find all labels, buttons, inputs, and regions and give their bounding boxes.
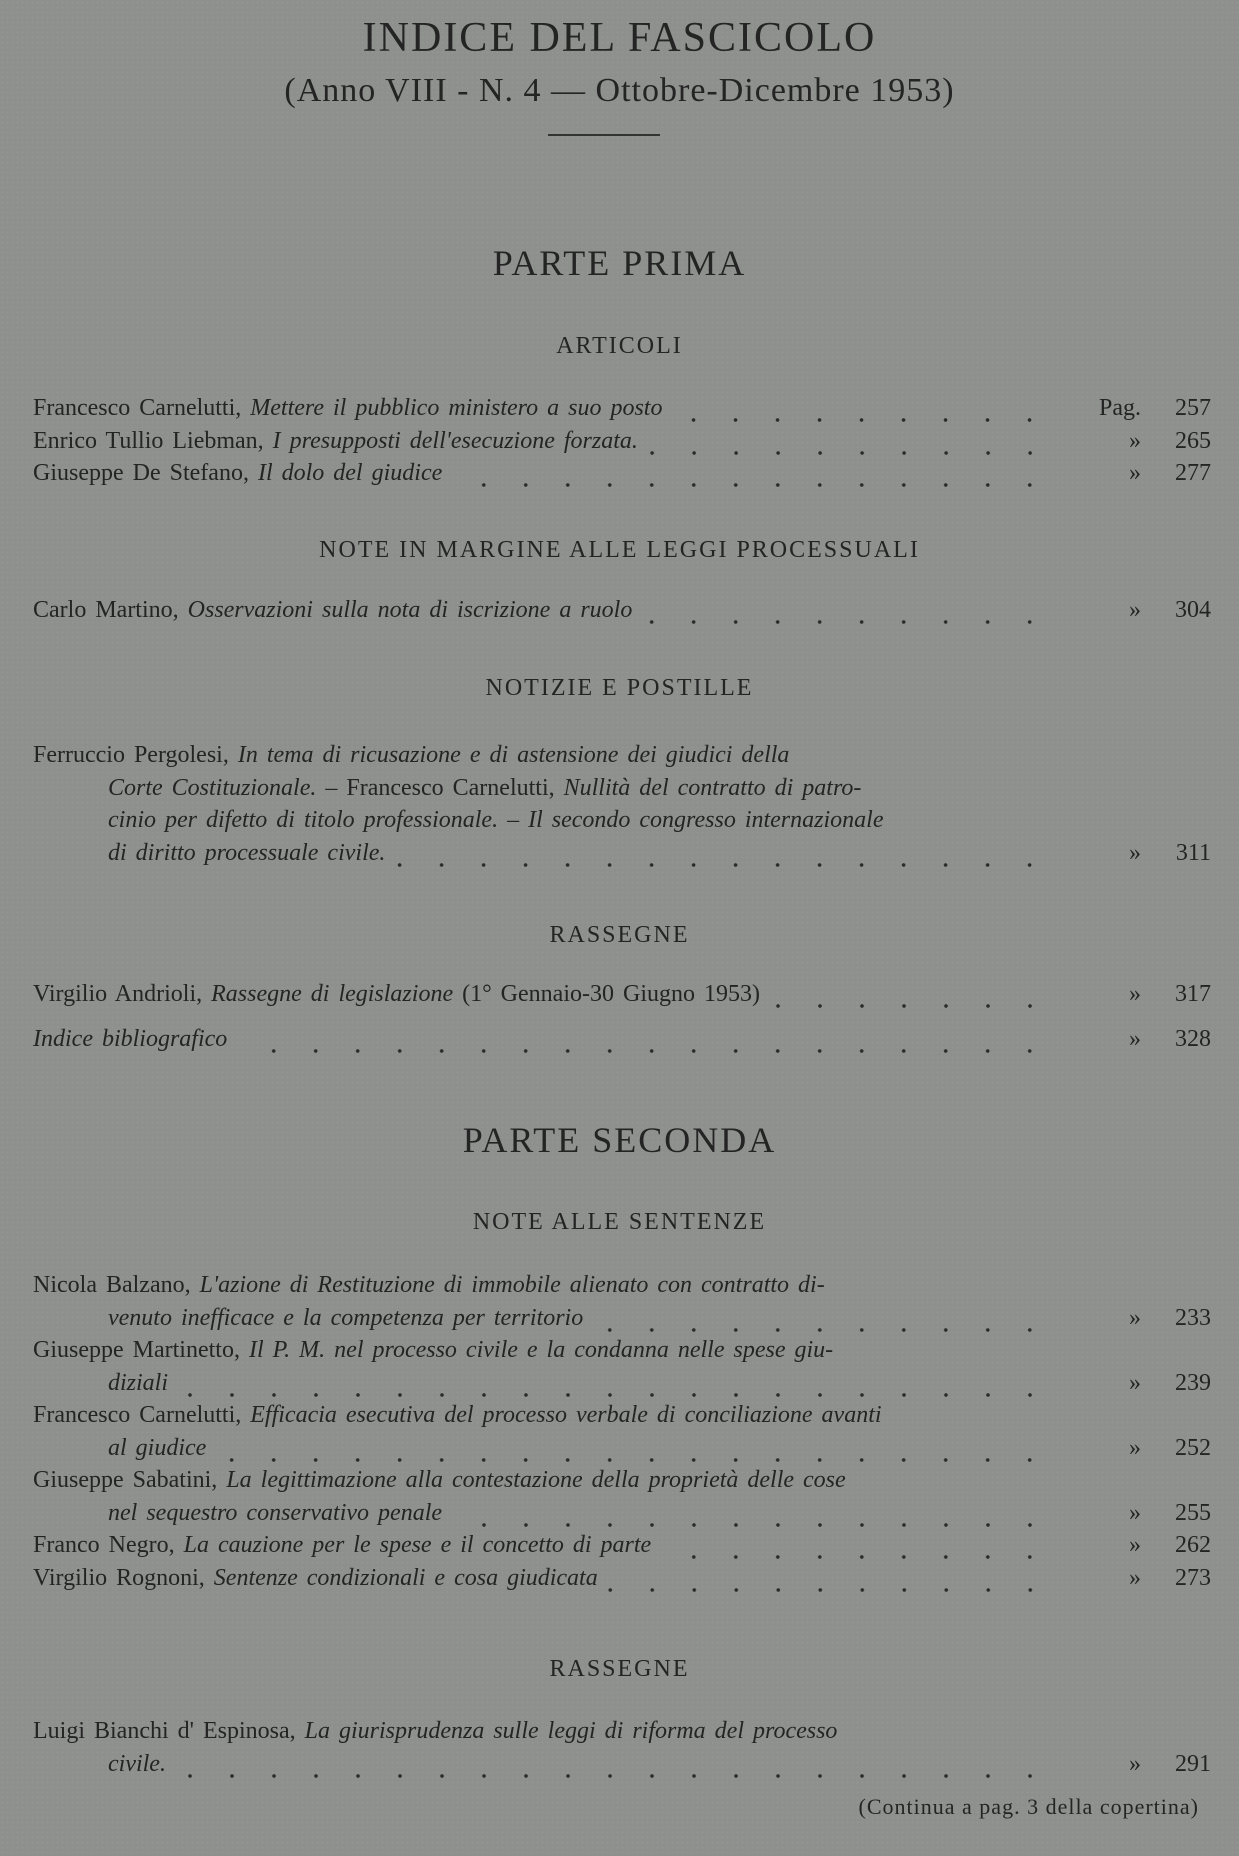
entry-line — [33, 594, 1211, 627]
entry-author-text: Franco Negro, — [33, 1532, 184, 1558]
page-number: 328 — [1175, 1025, 1211, 1052]
toc-entry — [33, 1529, 1211, 1562]
entry-title-text: Efficacia esecutiva del processo verbale di conciliazione avanti — [250, 1402, 882, 1428]
entry-line — [33, 1529, 1211, 1562]
entry-title-text: In tema di ricusazione e di astensione dei giudici della — [237, 742, 790, 768]
page-number: 273 — [1175, 1564, 1211, 1591]
dot-leader — [178, 1367, 1051, 1399]
page-mark: » — [1129, 1304, 1141, 1331]
index-title: INDICE DEL FASCICOLO — [362, 15, 877, 61]
toc-entry — [33, 1562, 1211, 1595]
entry-author-text: Giuseppe Sabatini, — [33, 1467, 227, 1493]
continued-note: (Continua a pag. 3 della copertina) — [858, 1794, 1199, 1819]
page-mark: » — [1129, 427, 1141, 454]
entry-title-text: al giudice — [108, 1434, 207, 1461]
entry-title-text: cinio per difetto di titolo professionale. – Il secondo congresso internazionale — [108, 807, 884, 833]
entry-line — [33, 739, 1211, 772]
entry-line — [33, 1399, 1211, 1432]
page-number: 317 — [1175, 981, 1211, 1007]
entry-line — [33, 804, 1211, 837]
toc-entry — [33, 739, 1211, 869]
entry-line — [33, 425, 1211, 458]
entry-title-text: Sentenze condizionali e cosa giudicata — [213, 1564, 598, 1591]
entry-title-text: Nullità del contratto di patro- — [563, 774, 862, 801]
entry-title-text: Corte Costituzionale. — [108, 774, 326, 801]
dot-leader — [216, 1432, 1051, 1464]
entry-author-text: Virgilio Rognoni, — [33, 1564, 214, 1591]
toc-entry — [33, 594, 1211, 627]
section-title-notizie: NOTIZIE E POSTILLE — [485, 675, 754, 701]
entry-line — [33, 1432, 1211, 1465]
entry-line — [33, 978, 1211, 1011]
page-mark: » — [1129, 1750, 1141, 1777]
page-number: 239 — [1175, 1369, 1211, 1396]
entry-line — [33, 1715, 1211, 1748]
dot-leader — [176, 1748, 1051, 1780]
entry-author-text: Carlo Martino, — [33, 597, 188, 623]
entry-author-text: Enrico Tullio Liebman, — [33, 427, 273, 454]
section-title-rassegne-2: RASSEGNE — [549, 1656, 690, 1682]
page-mark: » — [1129, 1369, 1141, 1396]
entry-title-text: La giurisprudenza sulle leggi di riforma del processo — [304, 1718, 838, 1744]
entry-line — [33, 772, 1211, 805]
entry-author-text: Nicola Balzano, — [33, 1272, 200, 1298]
page-number: 252 — [1175, 1434, 1211, 1461]
dot-leader — [642, 594, 1051, 626]
dot-leader — [648, 425, 1051, 457]
section-entries — [33, 1269, 1211, 1594]
part-title-prima: PARTE PRIMA — [492, 243, 747, 283]
entry-author-text: Luigi Bianchi d' Espinosa, — [33, 1718, 305, 1744]
page-number: 265 — [1175, 427, 1211, 454]
entry-line — [33, 1269, 1211, 1302]
dot-leader — [237, 1023, 1051, 1055]
toc-entry — [33, 978, 1211, 1011]
dot-leader — [770, 978, 1051, 1010]
page-mark: » — [1129, 1025, 1141, 1052]
entry-author-text: Giuseppe De Stefano, — [33, 460, 258, 486]
toc-entry — [33, 1269, 1211, 1334]
entry-title-text: Osservazioni sulla nota di iscrizione a ruolo — [187, 597, 633, 623]
toc-entry — [33, 457, 1211, 490]
section-entries — [33, 978, 1211, 1055]
section-title-rassegne: RASSEGNE — [549, 922, 690, 948]
page-number: 277 — [1175, 460, 1211, 486]
page-mark: » — [1129, 1532, 1141, 1558]
page-mark: » — [1129, 1564, 1141, 1591]
page-mark: Pag. — [1099, 395, 1141, 421]
entry-title-text: Il P. M. nel processo civile e la condanna nelle spese giu- — [248, 1337, 834, 1363]
entry-line — [33, 1562, 1211, 1595]
toc-entry — [33, 1399, 1211, 1464]
toc-entry — [33, 425, 1211, 458]
entry-line — [33, 1302, 1211, 1335]
entry-line — [33, 457, 1211, 490]
page-number: 233 — [1175, 1304, 1211, 1331]
entry-title-text: diziali — [108, 1369, 169, 1396]
page-number: 304 — [1175, 597, 1211, 623]
entry-author-text: Francesco Carnelutti, — [33, 395, 251, 421]
section-entries — [33, 1715, 1211, 1780]
entry-title-text: Il dolo del giudice — [257, 460, 443, 486]
section-entries — [33, 739, 1211, 869]
part-title-seconda: PARTE SECONDA — [462, 1120, 777, 1160]
entry-line — [33, 1334, 1211, 1367]
toc-entry — [33, 1023, 1211, 1056]
entry-author-text: Ferruccio Pergolesi, — [33, 742, 238, 768]
entry-line — [33, 1367, 1211, 1400]
entry-author-text: Francesco Carnelutti, — [33, 1402, 251, 1428]
dot-leader — [593, 1302, 1051, 1334]
entry-line — [33, 1748, 1211, 1781]
entry-title-text: La legittimazione alla contestazione della proprietà delle cose — [226, 1467, 846, 1493]
entry-title-text: nel sequestro conservativo penale — [108, 1499, 443, 1526]
page-mark: » — [1129, 460, 1141, 486]
dot-leader — [608, 1562, 1051, 1594]
section-title-note-sentenze: NOTE ALLE SENTENZE — [472, 1209, 767, 1235]
entry-title-text: Mettere il pubblico ministero a suo posto — [250, 395, 663, 421]
entry-author-text: Virgilio Andrioli, — [33, 981, 212, 1007]
page-mark: » — [1129, 1499, 1141, 1526]
entry-author-text: (1° Gennaio-30 Giugno 1953) — [453, 981, 760, 1007]
section-title-note-margine: NOTE IN MARGINE ALLE LEGGI PROCESSUALI — [319, 537, 920, 563]
toc-entry — [33, 1715, 1211, 1780]
entry-line — [33, 392, 1211, 425]
toc-entry — [33, 392, 1211, 425]
page-number: 311 — [1175, 839, 1211, 866]
entry-title-text: di diritto processuale civile. — [108, 839, 386, 866]
entry-title-text: civile. — [108, 1750, 166, 1777]
issue-subtitle: (Anno VIII - N. 4 — Ottobre-Dicembre 1953) — [284, 72, 955, 109]
page-mark: » — [1129, 597, 1141, 623]
section-title-articoli: ARTICOLI — [556, 333, 683, 359]
section-entries — [33, 594, 1211, 627]
page-number: 257 — [1175, 395, 1211, 421]
toc-entry — [33, 1464, 1211, 1529]
page-mark: » — [1129, 839, 1141, 866]
page-mark: » — [1129, 981, 1141, 1007]
toc-entry — [33, 1334, 1211, 1399]
page-mark: » — [1129, 1434, 1141, 1461]
dot-leader — [661, 1529, 1051, 1561]
entry-title-text: La cauzione per le spese e il concetto di parte — [183, 1532, 652, 1558]
entry-title-text: Indice bibliografico — [33, 1025, 228, 1052]
page-number: 262 — [1175, 1532, 1211, 1558]
entry-title-text: I presupposti dell'esecuzione forzata. — [272, 427, 638, 454]
dot-leader — [452, 1497, 1051, 1529]
page-number: 291 — [1175, 1750, 1211, 1777]
entry-line — [33, 837, 1211, 870]
page-number: 255 — [1175, 1499, 1211, 1526]
entry-author-text: Giuseppe Martinetto, — [33, 1337, 249, 1363]
entry-line — [33, 1464, 1211, 1497]
entry-title-text: Rassegne di legislazione — [211, 981, 454, 1007]
dot-leader — [395, 837, 1051, 869]
section-entries — [33, 392, 1211, 490]
entry-author-text: – Francesco Carnelutti, — [325, 774, 564, 801]
entry-line — [33, 1497, 1211, 1530]
dot-leader — [672, 392, 1051, 424]
entry-title-text: L'azione di Restituzione di immobile alienato con contratto di- — [199, 1272, 825, 1298]
entry-title-text: venuto inefficace e la competenza per territorio — [108, 1304, 584, 1331]
dot-leader — [452, 457, 1051, 489]
entry-line — [33, 1023, 1211, 1056]
title-divider — [548, 134, 660, 136]
